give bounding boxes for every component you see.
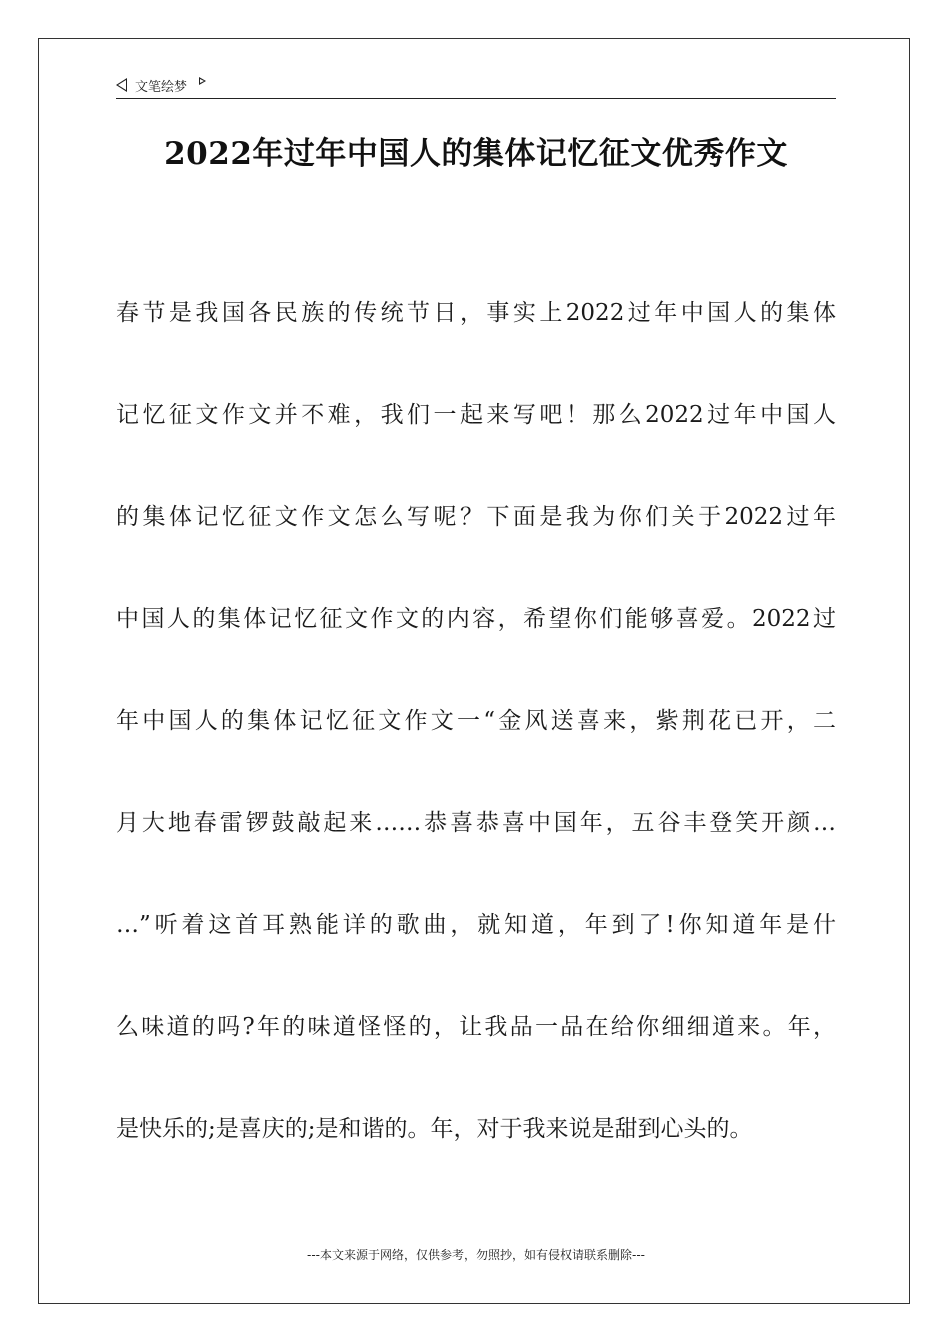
triangle-right-icon bbox=[199, 77, 206, 85]
body-line: 记忆征文作文并不难，我们一起来写吧！那么2022过年中国人 bbox=[116, 402, 836, 428]
body-line: 月大地春雷锣鼓敲起来……恭喜恭喜中国年，五谷丰登笑开颜… bbox=[116, 810, 836, 836]
header-brand: 文笔绘梦 bbox=[135, 79, 188, 95]
page-header bbox=[116, 72, 836, 99]
body-line: …”听着这首耳熟能详的歌曲，就知道，年到了!你知道年是什 bbox=[116, 912, 836, 938]
body-line: 春节是我国各民族的传统节日，事实上2022过年中国人的集体 bbox=[116, 300, 836, 326]
body-line: 是快乐的;是喜庆的;是和谐的。年，对于我来说是甜到心头的。 bbox=[116, 1116, 753, 1142]
document-title: 2022年过年中国人的集体记忆征文优秀作文 bbox=[164, 136, 788, 172]
footer-disclaimer: ---本文来源于网络，仅供参考，勿照抄，如有侵权请联系删除--- bbox=[307, 1248, 645, 1262]
document-body bbox=[116, 262, 836, 1180]
body-line: 的集体记忆征文作文怎么写呢？下面是我为你们关于2022过年 bbox=[116, 504, 836, 530]
body-line: 么味道的吗?年的味道怪怪的，让我品一品在给你细细道来。年， bbox=[116, 1014, 836, 1040]
body-line: 年中国人的集体记忆征文作文一“金风送喜来，紫荆花已开，二 bbox=[116, 708, 836, 734]
body-line: 中国人的集体记忆征文作文的内容，希望你们能够喜爱。2022过 bbox=[116, 606, 836, 632]
triangle-left-icon bbox=[116, 78, 127, 92]
